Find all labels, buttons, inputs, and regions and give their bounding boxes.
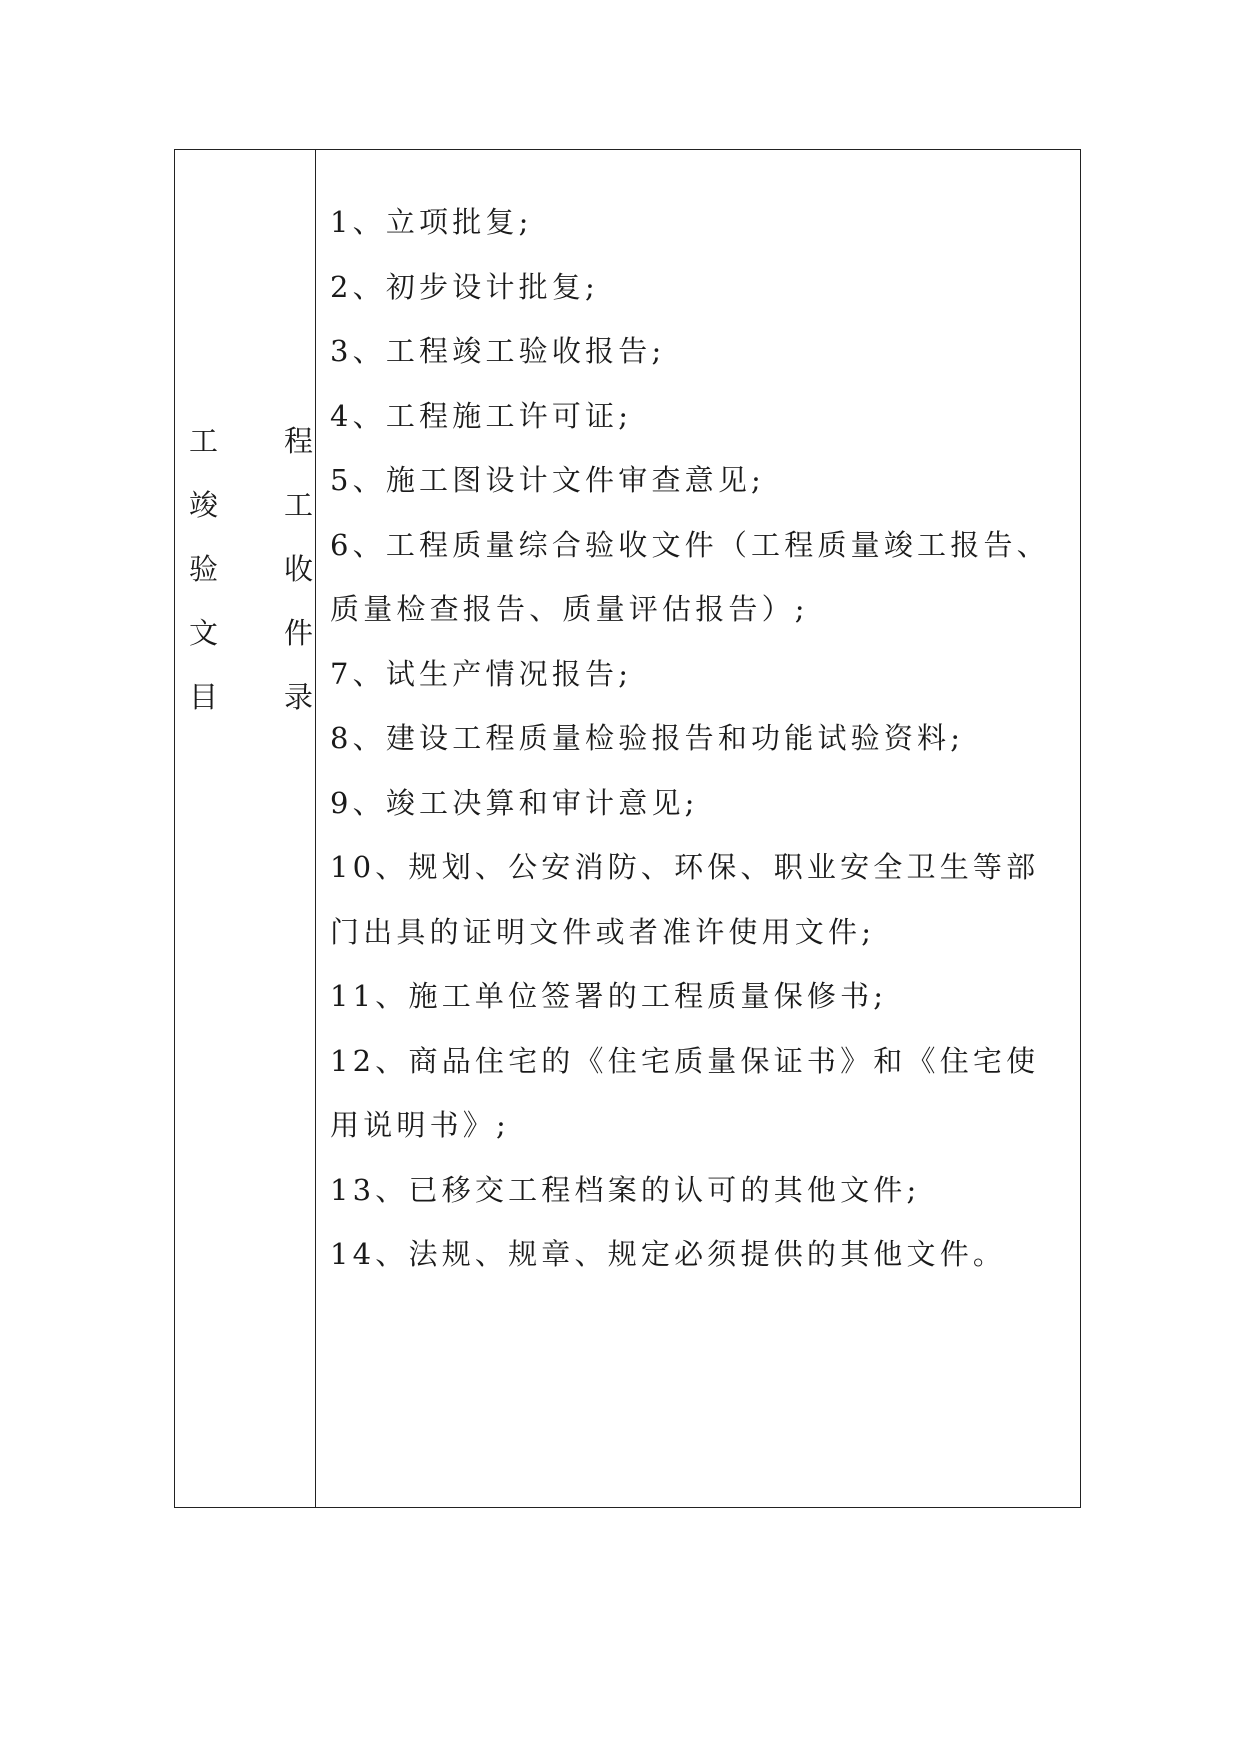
list-item: 1、立项批复;	[330, 205, 533, 239]
list-item: 13、已移交工程档案的认可的其他文件;	[330, 1172, 921, 1207]
list-item: 6、工程质量综合验收文件（工程质量竣工报告、质量检查报告、质量评估报告）;	[330, 527, 1050, 626]
list-item: 7、试生产情况报告;	[330, 656, 633, 691]
label-char: 件	[283, 616, 313, 650]
completion-documents-table	[174, 149, 1081, 1508]
label-char: 工	[283, 488, 313, 522]
list-item: 4、工程施工许可证;	[330, 398, 633, 433]
label-char: 验	[189, 552, 219, 586]
list-item: 12、商品住宅的《住宅质量保证书》和《住宅使用说明书》;	[330, 1043, 1040, 1142]
label-text	[189, 409, 313, 729]
label-row	[189, 473, 313, 537]
list-item: 14、法规、规章、规定必须提供的其他文件。	[330, 1237, 1007, 1271]
label-char: 目	[189, 680, 219, 714]
label-row	[189, 601, 313, 665]
label-char: 录	[283, 680, 313, 714]
label-char: 工	[189, 424, 219, 458]
list-item: 3、工程竣工验收报告;	[330, 334, 666, 368]
label-char: 竣	[189, 488, 219, 522]
document-list	[330, 190, 1066, 1287]
label-char: 文	[189, 616, 219, 650]
label-cell	[175, 150, 316, 1507]
list-item: 8、建设工程质量检验报告和功能试验资料;	[330, 721, 965, 755]
list-item: 5、施工图设计文件审查意见;	[330, 463, 766, 497]
label-char: 程	[283, 424, 313, 458]
list-item: 9、竣工决算和审计意见;	[330, 785, 699, 820]
label-row	[189, 409, 313, 473]
list-item: 10、规划、公安消防、环保、职业安全卫生等部门出具的证明文件或者准许使用文件;	[330, 850, 1040, 949]
list-item: 2、初步设计批复;	[330, 269, 600, 304]
label-char: 收	[283, 552, 313, 586]
list-item: 11、施工单位签署的工程质量保修书;	[330, 979, 888, 1013]
label-row	[189, 537, 313, 601]
content-cell	[316, 150, 1080, 1507]
label-row	[189, 665, 313, 729]
